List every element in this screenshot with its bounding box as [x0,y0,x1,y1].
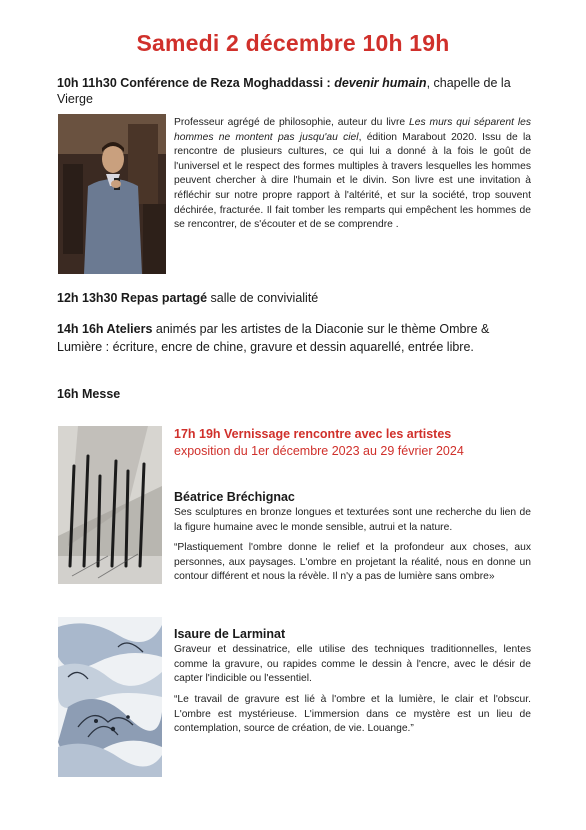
artist1-name: Béatrice Bréchignac [174,490,295,504]
conference-time: 10h 11h30 Conférence de Reza Moghaddassi : [57,76,335,90]
conference-heading [57,75,547,107]
page-title: Samedi 2 décembre 10h 19h [136,30,450,56]
ateliers-text: animés par les artistes de la Diaconie sur le thème Ombre & Lumière : écriture, encre de chine, gravure et dessin aquarellé, entrée libre. [57,322,490,354]
artist2-name: Isaure de Larminat [174,627,286,641]
ateliers-line [57,320,507,356]
speaker-bio [174,116,531,233]
engraving-photo [58,617,162,777]
vernissage-heading: 17h 19h Vernissage rencontre avec les artistes [174,427,452,441]
exposition-dates: exposition du 1er décembre 2023 au 29 février 2024 [174,444,464,458]
conference-place: , chapelle de la Vierge [57,76,511,106]
speaker-photo [58,114,166,274]
repas-time: 12h 13h30 Repas partagé [57,291,208,305]
repas-place: salle de convivialité [207,291,319,305]
artist1-description: Ses sculptures en bronze longues et texturées sont une recherche du lien de la figure humaine avec le monde sensible, autrui et la nature. [174,507,531,533]
sculpture-photo [58,426,162,584]
artist2-quote: “Le travail de gravure est lié à l'ombre et la lumière, le clair et l'obscur. L'ombre est mystérieuse. L'immersion dans ce mystère est un lieu de contemplation, source de création, de vie. Louange.” [174,694,531,735]
ateliers-time: 14h 16h Ateliers [57,322,153,336]
book-title: Les murs qui séparent les hommes ne montent pas jusqu'au ciel [174,117,531,143]
artist2-description: Graveur et dessinatrice, elle utilise des techniques traditionnelles, lentes comme la gravure, ou rapides comme le dessin à l'encre, avec le désir de capter l'indicible ou l'essentiel. [174,644,531,685]
artist1-quote: “Plastiquement l'ombre donne le relief et la profondeur aux choses, aux personnes, aux paysages. L'ombre en projetant la réalité, nous en donne un contour différent et nous la révèle. Il n'y a pas de lumière sans ombre» [174,542,531,583]
bio-text-2: , édition Marabout 2020. Issu de la rencontre de plusieurs cultures, ce qui lui a donné à la fois le goût de l'universel et le respect des formes multiples à travers lesquelles les hommes peuvent chercher à dire l'humain et le divin. Son livre est une invitation à réfléchir sur notre propre rapport à l'altérité, et sur la société, trop souvent déchirée, fracturée. Il fait tomber les remparts qui empêchent les hommes de se rencontrer, de s'écouter et de se comprendre . [174,131,531,231]
bio-text-1: Professeur agrégé de philosophie, auteur du livre [174,117,409,128]
messe-line: 16h Messe [57,387,121,401]
repas-line [57,290,547,306]
conference-topic: devenir humain [334,76,427,90]
